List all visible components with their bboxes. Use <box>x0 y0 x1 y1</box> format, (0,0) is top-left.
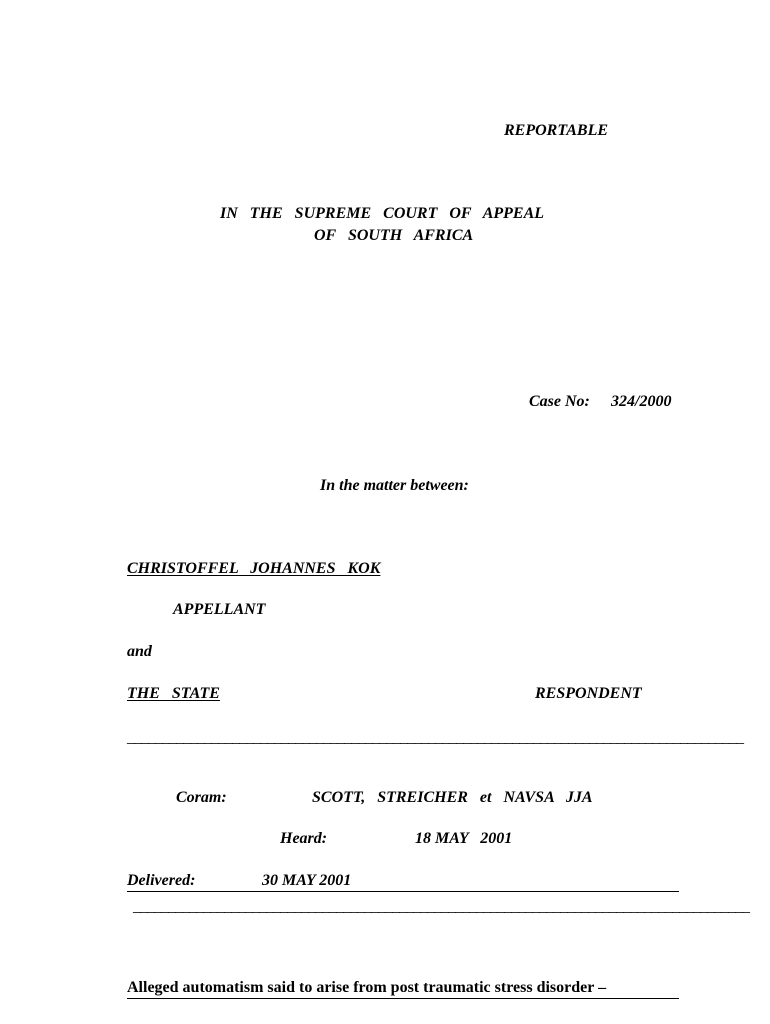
respondent-role: RESPONDENT <box>535 685 642 702</box>
headnote-text: Alleged automatism said to arise from post traumatic stress disorder – <box>127 979 607 996</box>
case-number-value: 324/2000 <box>611 393 672 410</box>
coram-value: SCOTT, STREICHER et NAVSA JJA <box>312 789 593 806</box>
separator-line-2: ________________________________________________________________________________________ <box>133 898 749 915</box>
appellant-name: CHRISTOFFEL JOHANNES KOK <box>127 560 381 577</box>
court-title-line2: OF SOUTH AFRICA <box>314 227 474 244</box>
headnote-underline <box>127 998 679 999</box>
delivered-value: 30 MAY 2001 <box>262 872 352 889</box>
delivered-label: Delivered: <box>127 872 196 889</box>
matter-between-label: In the matter between: <box>320 477 469 494</box>
coram-label: Coram: <box>176 789 227 806</box>
court-title-line1: IN THE SUPREME COURT OF APPEAL <box>220 205 545 222</box>
case-number-label: Case No: <box>529 393 590 410</box>
reportable-label: REPORTABLE <box>504 122 609 139</box>
conjunction-and: and <box>127 643 152 660</box>
heard-label: Heard: <box>280 830 328 847</box>
separator-line-1: ________________________________________________________________________________________ <box>127 729 743 746</box>
appellant-role: APPELLANT <box>173 601 266 618</box>
delivered-underline <box>127 891 679 892</box>
heard-value: 18 MAY 2001 <box>415 830 513 847</box>
respondent-name: THE STATE <box>127 685 220 702</box>
